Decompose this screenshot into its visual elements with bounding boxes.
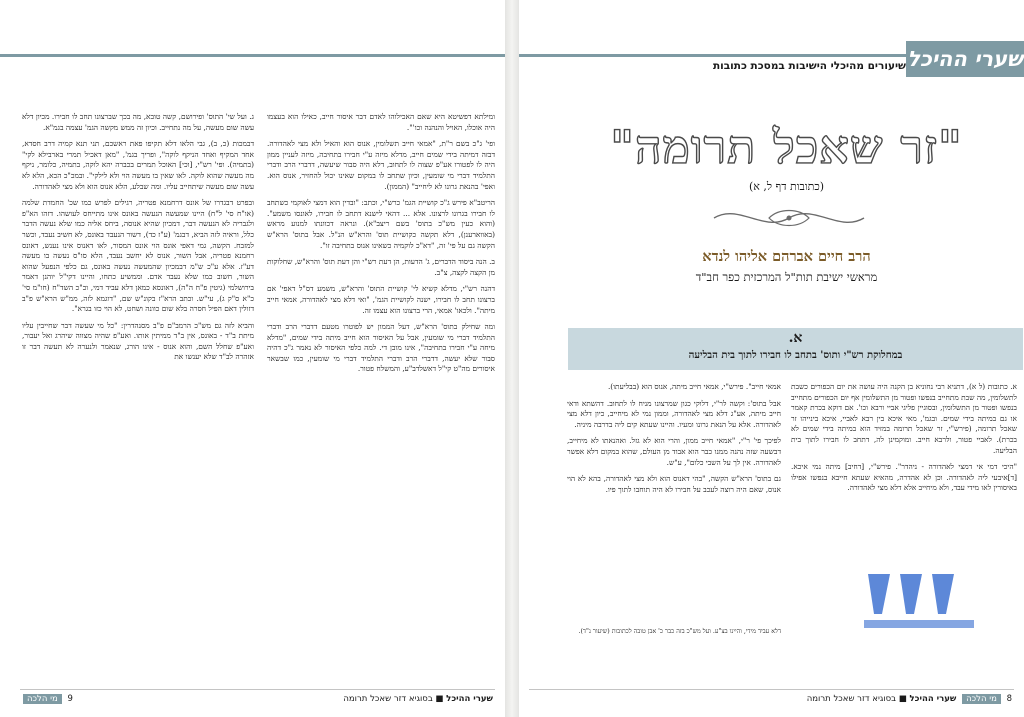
- right-page-number: 8: [1006, 694, 1012, 704]
- section-letter: א.: [788, 330, 803, 346]
- author-title: מראשי ישיבת תות"ל המרכזית כפר חב"ד: [695, 270, 878, 284]
- paragraph: דבמכות (כ, ב), גבי הלאו דלא תקיפו פאת ראשכם, תני תנא קמיה דרב חסדא, אחד המקיף ואחד הניקף לוקה", ופריך בגמ', "מאן דאכיל תמרי בארבילא לקי" (בתמיה). ופי' רש"י, [וכי] האוכל תמרים בכברה יהא לוקה, בתמיה, כלומר, ניקף מה מעשה שהוא לוקה. לאו שאין בו מעשה הוי ולא לילקי". ובמכ"כ הכא, הלא לא עשה שום מעשה שיתחייב עליו. ומה שבלע, הלא אנוס הוא ולא מצי לאהדורה.: [22, 139, 254, 191]
- left-page-column-left: [22, 112, 254, 369]
- left-footer-title: שערי ההיכל ■ בסוגיא דזר שאכל תרומה: [343, 694, 493, 704]
- left-footer-rule: [20, 689, 495, 690]
- paragraph: ומילתא דפשיטא היא שאם האכילוהו לאדם דבר איסור חייב, כאילו הוא בעצמו היה אוכלו, האויל והנהנה וכו'".: [267, 112, 495, 132]
- paragraph: ב. הנה ביסוד הדברים, ג' הדעות, הן דעת רש"י והן דעת תוס' והרא"ש, שחלוקות מן הקצה לקצה, צ"ב.: [267, 257, 495, 277]
- section-heading-box: [568, 328, 1023, 370]
- paragraph: אמאי חייב". פירש"י, אמאי חייב מיתה, אנוס הוא (בבליעתו).: [607, 382, 781, 391]
- brand-tab: שערי ההיכל: [906, 41, 1024, 77]
- paragraph: ג. ועל שי' התוס' ופירושם, קשה טובא, מה בכך שברצונו תחב לו חבירו. מכיון דלא עשה שום מעשה, על מה נתחייב. וכיון זה ממש מקשה הגמ' עצמה בגמ"א.: [22, 112, 254, 132]
- right-footer-section: שערי ההיכל: [909, 694, 957, 704]
- right-footer-topic: בסוגיא דזר שאכל תרומה: [806, 694, 897, 704]
- left-footer: [20, 694, 73, 704]
- right-page-column-left: [567, 382, 781, 501]
- right-page: [519, 0, 1024, 717]
- left-header-rule: [0, 54, 505, 57]
- paragraph: הריטב"א פירש ג"כ קושיית הגמ' כרש"י, וכתב: "ובדין הוא דמצי לאוקמי כשתחב לו חבירו בגרונו לרצונו. אלא ... דהאי לישנא דתחב לו חבירו, לאונסו משמע". (והוא כעין מש"כ בתוס' בשם ריצב"א). ונראה דכוונתו למנוע מראש (באווארענן), דלא תקשה כקושיית תוס' והרא"ש הנ"ל. אבל בתוס' הרא"ש הקשה גם על פי' זה, "דא"כ לוקמיה כשאינו אנוס בתחיבה זו".: [267, 198, 495, 250]
- paragraph: ובפרט דבגדרו של אונס דרחמנא פטריה, רגילים לפרש כמו שכ' החמדת שלמה (או"ח סי' ל"ח) היינו שמעשה הנעשה באונס אינו מתייחס לעושהו. דזהו הא"פ ולגבריה לא הנעשה דבר, דמכיון שהיא אנוסה, ביחס אליה כמו שלא נעשה הדבר כלל, וראיה לזה הביא, דבגמ' (ע"ז כד), דשור הנעבד באונס, לא חשיב נעבד, וכשר למזבח. הקשה, גמי דאפי אונס הוי אונס המסור, לאו דאנוס אינו נענש, דאונס רחמנא פטריה, אבל השור, אנוס לא יחשב נעבד, הלא סו"ס נעשה בו מעשה דע"ז. אלא ע"כ ש"מ דבמכיון שהמעשה נעשה באונס, גם כלפי הנפעל שהוא השור, חשוב כמו שלא נעבד אדם. וממשיע כתחו, והיינו דקי"ל יוהנן דאמר בירושלמי (גיטין פ"ח ה"ה), דאונסא כמאן דלא עביד דמי, וכ"כ השד"ח (חו"מ סי' כ"א ס"ק ג), עי"ש. וכתב הרא"ז בקונ"ש שם, "דוגמא לזה, ממ"ש הרא"ש פ"ב דזולין דאם הפיל חסרה בלא שום כוונה ושחט, לא הוי כזו בגרא".: [22, 198, 254, 314]
- paragraph: גם בתוס' הרא"ש הקשה, "בהי דאנוס הוא ולא מצי לאהדורה, בהא לא הוי אנוס, שאם היה רוצה לעכב על חבירו לא היה תוחבו לתוך פיו.: [567, 474, 781, 494]
- author-name: הרב חיים אברהם אליהו לנדא: [702, 248, 871, 265]
- series-subtitle: שיעורים מהיכלי הישיבות במסכת כתובות: [713, 60, 906, 72]
- paragraph: לפיכך פי' ר"י, "אמאי חייב ממון, והרי הוא לא גזל. ואהנאתו לא מיחייב, דבשעה שזה נהנה ממנו כבר הוא אבוד מן העולם, שהוא במקום דלא אפשר לאהדורה. אין לך על השבי כלום", ע"ש.: [567, 436, 781, 467]
- left-page-number: 9: [67, 694, 73, 704]
- paragraph: אבל בתוס': וקשה לר"י, דלוקי כגון שמרצונו מניח לו לתחוב. דהשתא ודאי חייב מיתה, אע"ג דלא מצי לאהדורה, וממון נמי לא מיחייב, כיון דלא מצי לאהדורה. אלא על הנאת גרונו ומעיו. והיינו שעתא קים ליה בדרבה מיניה.: [567, 398, 781, 429]
- right-header-rule: [519, 54, 906, 57]
- right-footer: 8 מי הלכה שערי ההיכל ■ בסוגיא דזר שאכל תרומה: [806, 694, 1012, 704]
- left-footer-topic: בסוגיא דזר שאכל תרומה: [343, 694, 433, 704]
- right-magazine-name: מי הלכה: [962, 694, 1001, 704]
- paragraph: ומה שחילק בתוס' הרא"ש, דעל הממון יש לפוטרו מטעם דדברי הרב ודברי התלמיד דברי מי שומעין, אבל על האיסור הוא חייב מיתה בידי שמים, "מדלא מיחה ע"י חבירו בתחיבה", אינו מובן די. למה כלפי האיסור לא נאמר ג"כ דהיה סבור שלא יעשה, דדברי הרב ודברי התלמיד דברי מי שומעין, כמו שבשאר איסורים מה"ט קי"ל דאשלדב"ע, והמשלח פטור.: [267, 322, 495, 374]
- binding-gutter: [505, 0, 519, 717]
- paragraph: ופי' ג"כ בשם ר"ת, "אמאי חייב תשלומין, אנוס הוא והאיל ולא מצי לאהדורה. דבזה דמיתה בידי שמים חייב, מדלא מיזה ע"י חבירו בתחיבה, מיזה לעניין ממון היה לו לפטורו אע"פ שצוה לו לתחוב, דלא היה סבור שיעשה, דדברי הרב ודברי התלמיד דברי מי שומעין, וכיון שתחב לו במקום שאינו יכול להחזיר, אנוס הוא. ואפי' בהנאת גרונו לא ליחייב" (הממון).: [267, 139, 495, 191]
- paragraph: דהנה רש"י, מדלא קשיא לי' קושיית התוס' והרא"ש, משמע דס"ל דאפי' אם ברצונו תחב לו חבירו, ישנה לקושיית הגמ', "ואי דלא מצי לאהדורה, אמאי חייב מיתה". ולכאו' אמאי, הרי ברצונו הוא עצמו זה.: [267, 284, 495, 315]
- right-page-column-right: [791, 382, 1017, 500]
- paragraph: "היכי דמי אי דמצי לאהדורה - ניהדר". פירש"י, [דחיב] מיתה נמי איכא. [ד]איבעי ליה לאהדורה. וכן לא אהדרה, מהאיא שעתא חייבא בנפשו אפילו באיסורין לאו מידי עבד, ולא מיחייב אלא דלא מצי לאהדורה.: [791, 462, 1017, 493]
- right-footer-rule: [529, 689, 1014, 690]
- left-magazine-name: מי הלכה: [23, 694, 62, 704]
- left-page-column-right: [267, 112, 495, 381]
- ornament-icon: [709, 198, 869, 238]
- talmud-reference: (כתובות דף ל, א): [748, 180, 825, 193]
- paragraph: והביא לזה גם מש"כ הרמב"ם פ"ב מסנהדרין: "כל מי שעשה דבר שחייבין עליו מיתת ב"ד - באונס, אין ב"ד ממיתין אותו. ואע"פ שהיה מצווה שיהרג ואל יעבור, ואע"פ שחלל השם, והוא אנוס - אינו הורג, שנאמר ולנערה לא תעשה דבר זו אזהרה לב"ד שלא יענשו את: [22, 320, 254, 362]
- publisher-logo-icon: [864, 568, 984, 640]
- paragraph: א. כתובות (ל א), דתניא רבי נחוניא בן הקנה היה עושה את יום הכפורים כשבת לתשלומין, מה שבת מתחייב בנפשו ופטור מן התשלומין אף יום הכפורים מתחייב בנפשו ופטור מן התשלומין, ובסוגיין פליגי אביי ורבא וכו'. אם דוקא בכרת קאמר או גם במיתה בידי שמים. ובגמ', מאי איכא בין רבא לאביי, איכא בינייהו זר שאכל תרומה, (פירש"י, זר שאכל תרומה במזיד הוא במיתה בידי שמים לא בכרת). לאביי פטור, ולרבא חייב. ומוקמינן לה, דתחב לו חבירו לתוך בית הבליעה.: [791, 382, 1017, 455]
- left-page: [0, 0, 506, 717]
- left-footer-section: שערי ההיכל: [446, 694, 493, 704]
- article-title: "זר שאכל תרומה": [610, 120, 963, 174]
- footnote: דלא עביד מידי, והיינו בצ"ע. ועל מש"כ בזה כבר כ' אבן טובה לכתובות (שיעור נ"ד).: [578, 628, 781, 635]
- section-heading: במחלוקת רש"י ותוס' בתחב לו חבירו לתוך בית הבליעה: [688, 350, 903, 361]
